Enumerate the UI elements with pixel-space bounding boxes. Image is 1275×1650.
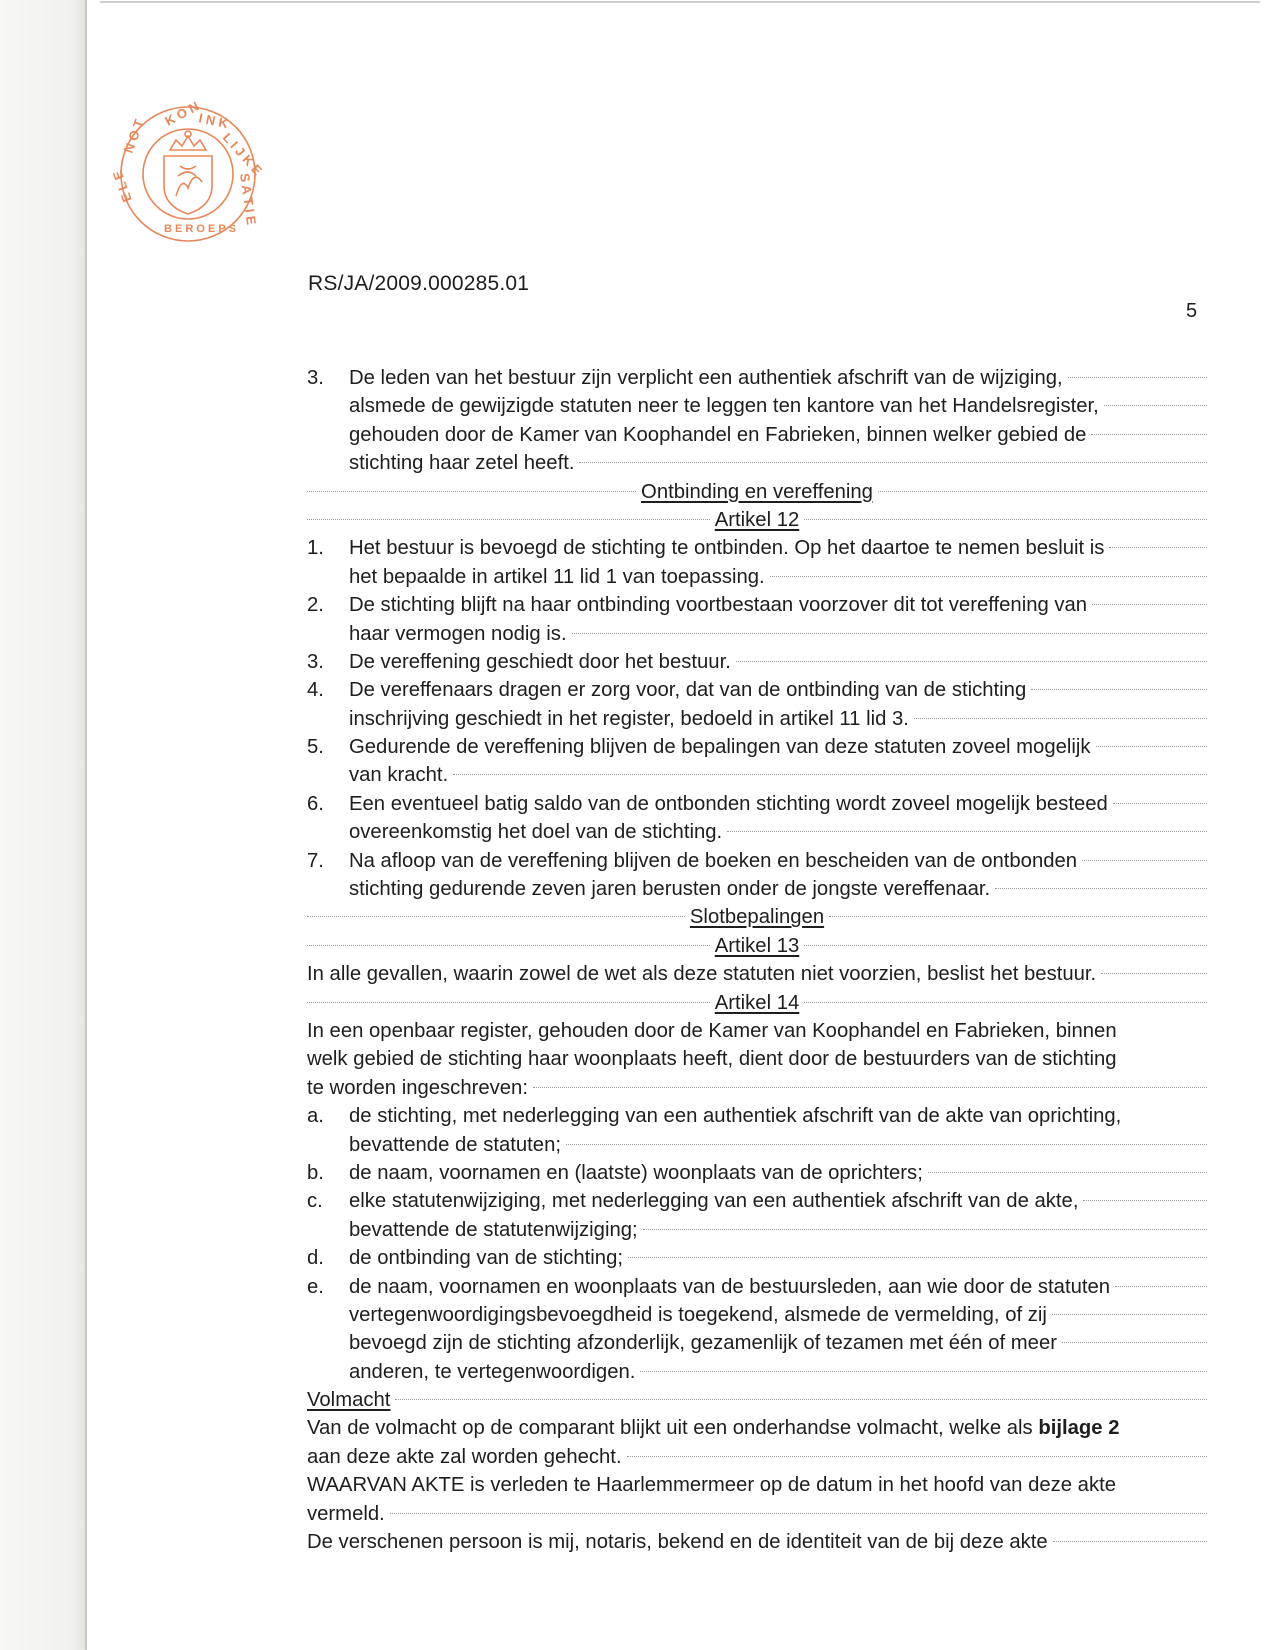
- list-item-line: [307, 733, 1207, 761]
- item-number: 5.: [307, 736, 324, 759]
- article-heading: Artikel 12: [714, 508, 800, 531]
- paragraph-line: [307, 1500, 1207, 1528]
- list-item-line: [307, 563, 1207, 591]
- item-text: overeenkomstig het doel van de stichting.: [349, 821, 723, 844]
- article-heading: Artikel 14: [714, 991, 800, 1014]
- item-number: 6.: [307, 792, 324, 815]
- item-letter: c.: [307, 1190, 323, 1213]
- list-item-line: [307, 1131, 1207, 1159]
- item-text: het bepaalde in artikel 11 lid 1 van toepassing.: [349, 565, 765, 588]
- list-item-line: [307, 1187, 1207, 1215]
- list-item-line: [307, 1301, 1207, 1329]
- list-item-line: [307, 648, 1207, 676]
- item-text: De vereffening geschiedt door het bestuur.: [349, 650, 731, 673]
- article-14-intro: In een openbaar register, gehouden door de Kamer van Koophandel en Fabrieken, binnen: [307, 1019, 1117, 1042]
- item-number: 4.: [307, 679, 324, 702]
- item-text: Het bestuur is bevoegd de stichting te ontbinden. Op het daartoe te nemen besluit is: [349, 537, 1105, 560]
- closing-text: De verschenen persoon is mij, notaris, bekend en de identiteit van de bij deze akte: [307, 1531, 1048, 1554]
- paragraph-line: [307, 1414, 1207, 1442]
- item-letter: d.: [307, 1247, 324, 1270]
- item-number: 2.: [307, 594, 324, 617]
- closing-text: WAARVAN AKTE is verleden te Haarlemmermeer op de datum in het hoofd van deze akte: [307, 1474, 1117, 1497]
- item-number: 3.: [307, 367, 324, 389]
- paragraph-line: [307, 1045, 1207, 1073]
- list-item-line: [307, 421, 1207, 449]
- item-text: de stichting, met nederlegging van een authentiek afschrift van de akte van oprichting,: [349, 1105, 1122, 1128]
- list-item-line: [307, 790, 1207, 818]
- item-letter: b.: [307, 1161, 324, 1184]
- article-heading-row: [307, 989, 1207, 1017]
- item-text: van kracht.: [349, 764, 449, 787]
- item-text: de naam, voornamen en (laatste) woonplaats van de oprichters;: [349, 1161, 923, 1184]
- svg-text:L I J K E: L I J K E: [219, 129, 266, 178]
- list-item-line: [307, 676, 1207, 704]
- svg-text:I N K: I N K: [197, 110, 230, 132]
- scanned-page-edge: [0, 0, 86, 1650]
- article-14-intro: welk gebied de stichting haar woonplaats heeft, dient door de bestuurders van de stichting: [307, 1048, 1117, 1071]
- item-text: De vereffenaars dragen er zorg voor, dat van de ontbinding van de stichting: [349, 679, 1027, 702]
- article-14-intro: te worden ingeschreven:: [307, 1076, 528, 1099]
- list-item-line: [307, 818, 1207, 846]
- section-heading-row: [307, 478, 1207, 506]
- top-scan-rule: [100, 1, 1260, 3]
- closing-text: vermeld.: [307, 1502, 385, 1525]
- list-item-line: [307, 705, 1207, 733]
- document-reference: RS/JA/2009.000285.01: [308, 272, 530, 295]
- list-item-line: [307, 620, 1207, 648]
- notary-seal-stamp: [109, 98, 266, 244]
- page-number: 5: [1186, 300, 1198, 322]
- paragraph-line: [307, 1471, 1207, 1499]
- paragraph-line: [307, 960, 1207, 988]
- item-number: 1.: [307, 537, 324, 560]
- item-text: elke statutenwijziging, met nederlegging van een authentiek afschrift van de akte,: [349, 1190, 1079, 1213]
- list-item-line: [307, 847, 1207, 875]
- item-text: de ontbinding van de stichting;: [349, 1247, 623, 1270]
- item-number: 3.: [307, 650, 324, 673]
- list-item-line: [307, 1159, 1207, 1187]
- list-item-line: [307, 1329, 1207, 1357]
- list-item-line: [307, 449, 1207, 477]
- section-heading: Slotbepalingen: [689, 906, 825, 929]
- page-edge-line: [85, 0, 87, 1650]
- section-heading: Ontbinding en vereffening: [641, 480, 873, 503]
- list-item-line: [307, 761, 1207, 789]
- paragraph-line: [307, 1017, 1207, 1045]
- annex-reference: bijlage 2: [1038, 1417, 1120, 1440]
- article-heading: Artikel 13: [714, 934, 800, 957]
- item-text: Een eventueel batig saldo van de ontbonden stichting wordt zoveel mogelijk besteed: [349, 792, 1108, 815]
- list-item-line: [307, 875, 1207, 903]
- list-item-line: [307, 1102, 1207, 1130]
- svg-text:K O N: K O N: [162, 98, 202, 129]
- proxy-text: aan deze akte zal worden gehecht.: [307, 1445, 622, 1468]
- article-heading-row: [307, 506, 1207, 534]
- item-text: alsmede de gewijzigde statuten neer te leggen ten kantore van het Handelsregister,: [349, 395, 1099, 418]
- svg-text:N O T: N O T: [120, 117, 147, 156]
- item-text: bevoegd zijn de stichting afzonderlijk, gezamenlijk of tezamen met één of meer: [349, 1332, 1057, 1355]
- paragraph-line: [307, 1074, 1207, 1102]
- item-text: gehouden door de Kamer van Koophandel en Fabrieken, binnen welker gebied de: [349, 423, 1087, 446]
- item-letter: a.: [307, 1105, 324, 1128]
- item-number: 7.: [307, 849, 324, 872]
- item-text: haar vermogen nodig is.: [349, 622, 567, 645]
- item-text: stichting gedurende zeven jaren berusten onder de jongste vereffenaar.: [349, 878, 991, 901]
- item-letter: e.: [307, 1275, 324, 1298]
- deed-text: [307, 364, 1207, 1556]
- item-text: bevattende de statutenwijziging;: [349, 1218, 638, 1241]
- item-text: Gedurende de vereffening blijven de bepalingen van deze statuten zoveel mogelijk: [349, 736, 1091, 759]
- list-item-line: [307, 1244, 1207, 1272]
- section-heading-row: [307, 903, 1207, 931]
- item-text: anderen, te vertegenwoordigen.: [349, 1360, 636, 1383]
- item-text: stichting haar zetel heeft.: [349, 452, 575, 475]
- list-item-line: [307, 1358, 1207, 1386]
- svg-text:E L E: E L E: [109, 168, 135, 205]
- list-item-line: [307, 1273, 1207, 1301]
- list-item-line: [307, 364, 1207, 392]
- list-item-line: [307, 392, 1207, 420]
- item-text: De leden van het bestuur zijn verplicht een authentiek afschrift van de wijziging,: [349, 367, 1063, 389]
- article-heading-row: [307, 932, 1207, 960]
- paragraph-line: [307, 1528, 1207, 1556]
- item-text: vertegenwoordigingsbevoegdheid is toegekend, alsmede de vermelding, of zij: [349, 1303, 1047, 1326]
- list-item-line: [307, 1216, 1207, 1244]
- list-item-line: [307, 534, 1207, 562]
- proxy-heading-row: [307, 1386, 1207, 1414]
- article-13-text: In alle gevallen, waarin zowel de wet als deze statuten niet voorzien, beslist het bestuur.: [307, 963, 1097, 986]
- item-text: Na afloop van de vereffening blijven de boeken en bescheiden van de ontbonden: [349, 849, 1078, 872]
- proxy-heading: Volmacht: [307, 1389, 391, 1412]
- item-text: de naam, voornamen en woonplaats van de bestuursleden, aan wie door de statuten: [349, 1275, 1111, 1298]
- list-item-line: [307, 591, 1207, 619]
- paragraph-line: [307, 1443, 1207, 1471]
- svg-text:S A T I E: S A T I E: [237, 172, 260, 226]
- item-text: De stichting blijft na haar ontbinding voortbestaan voorzover dit tot vereffening van: [349, 594, 1088, 617]
- item-text: bevattende de statuten;: [349, 1133, 561, 1156]
- proxy-text: Van de volmacht op de comparant blijkt uit een onderhandse volmacht, welke als: [307, 1417, 1033, 1440]
- item-text: inschrijving geschiedt in het register, bedoeld in artikel 11 lid 3.: [349, 707, 909, 730]
- svg-text:B E R O E P S: B E R O E P S: [164, 223, 236, 235]
